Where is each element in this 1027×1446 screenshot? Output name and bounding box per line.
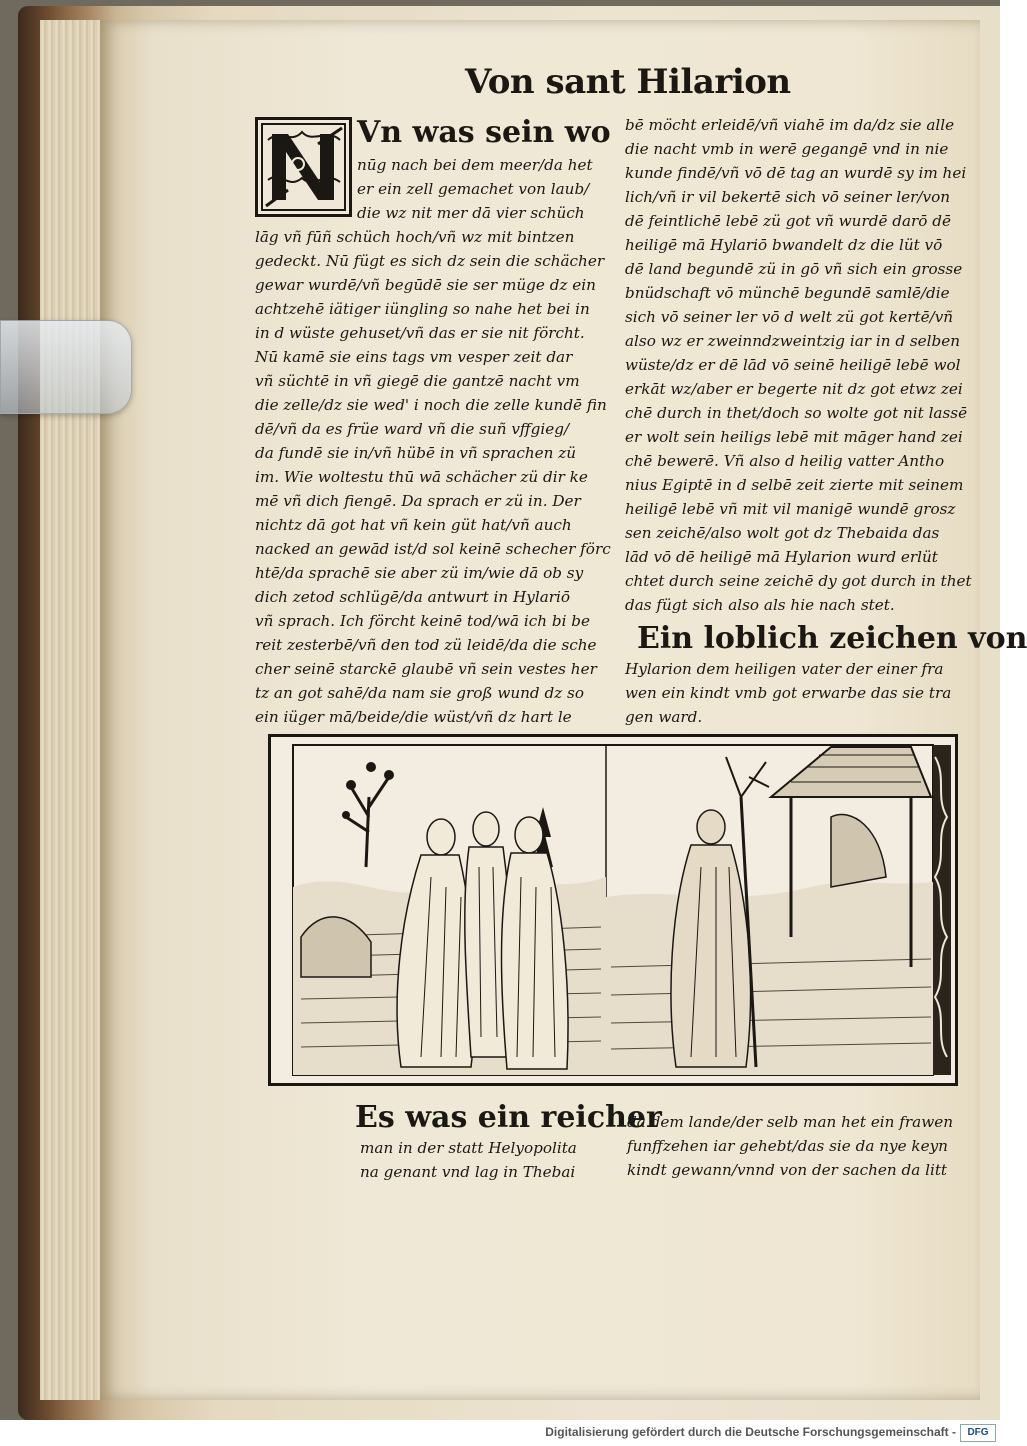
text-line: dich zetod schlügē/da antwurt in Hylariō (255, 588, 571, 606)
text-line: wüste/dz er dē lād vō seinē heiligē lebē wol (625, 356, 961, 374)
text-line: nichtz dā got hat vñ kein güt hat/vñ auch (255, 516, 572, 534)
text-line: die zelle/dz sie wed' i noch die zelle kundē fin (255, 396, 607, 414)
text-line: funffzehen iar gehebt/das sie da nye keyn (627, 1137, 948, 1155)
text-line: dē feintlichē lebē zü got vñ wurdē darō dē (625, 212, 951, 230)
text-line: das fügt sich also als hie nach stet. (625, 596, 895, 614)
text-column-bottom-left (360, 1136, 630, 1186)
text-line: vñ sprach. Ich förcht keinē tod/wā ich bi be (255, 612, 591, 630)
text-line: man in der statt Helyopolita (360, 1139, 577, 1157)
text-line: in d wüste gehuset/vñ das er sie nit förcht. (255, 324, 585, 342)
decorated-initial-icon (255, 117, 352, 217)
text-line: er wolt sein heiligs lebē mit māger hand zei (625, 428, 963, 446)
text-line: tz an got sahē/da nam sie groß wund dz so (255, 684, 584, 702)
text-column-bottom-right (627, 1110, 962, 1190)
text-line: gewar wurdē/vñ begūdē sie ser müge dz ein (255, 276, 596, 294)
text-line: die wz nit mer dā vier schüch (357, 204, 585, 222)
text-line: ein iüger mā/beide/die wüst/vñ dz hart le (255, 708, 572, 726)
text-line: achtzehē iätiger iüngling so nahe het bei in (255, 300, 590, 318)
text-line: gedeckt. Nū fügt es sich dz sein die schächer (255, 252, 605, 270)
text-line: Nū kamē sie eins tags vm vesper zeit dar (255, 348, 573, 366)
glass-weight-icon (0, 320, 132, 414)
text-line: nūg nach bei dem meer/da het (357, 156, 593, 174)
text-line: er ein zell gemachet von laub/ (357, 180, 590, 198)
text-line: kunde findē/vñ vō dē tag an wurdē sy im hei (625, 164, 967, 182)
text-line: erkāt wz/aber er begerte nit dz got etwz zei (625, 380, 963, 398)
text-line: wen ein kindt vmb got erwarbe das sie tra (625, 684, 952, 702)
footer-bar (0, 1420, 1000, 1446)
text-line: chtet durch seine zeichē dy got durch in thet (625, 572, 972, 590)
text-line: bē möcht erleidē/vñ viahē im da/dz sie alle (625, 116, 955, 134)
running-head: Von sant Hilarion (465, 62, 791, 102)
text-line: nius Egiptē in d selbē zeit zierte mit seinem (625, 476, 964, 494)
text-line: na genant vnd lag in Thebai (360, 1163, 576, 1181)
text-line: dē land begundē zü in gō vñ sich ein grosse (625, 260, 963, 278)
text-line: also wz er zweinndzweintzig iar in d selben (625, 332, 961, 350)
text-line: chē durch in thet/doch so wolte got nit lassē (625, 404, 968, 422)
text-line: heiligē lebē vñ mit vil manigē wundē grosz (625, 500, 956, 518)
text-line: lāg vñ fūñ schüch hoch/vñ wz mit bintzen (255, 228, 575, 246)
text-line: kindt gewann/vnnd von der sachen da litt (627, 1161, 948, 1179)
section-heading: Ein loblich zeichen von (637, 621, 1027, 656)
dfg-logo-icon: DFG (960, 1424, 996, 1442)
text-line: bnüdschaft vō münchē begundē samlē/die (625, 284, 950, 302)
text-line: dē/vñ da es früe ward vñ die suñ vffgieg/ (255, 420, 570, 438)
text-line: sich vō seiner ler vō d welt zü got kertē/vñ (625, 308, 954, 326)
text-column-right (625, 113, 1027, 726)
text-line: vñ süchtē in vñ giegē die gantzē nacht vm (255, 372, 580, 390)
text-line: Vn was sein wo (357, 115, 611, 150)
woodcut-illustration (268, 734, 958, 1086)
text-line: chē bewerē. Vñ also d heilig vatter Antho (625, 452, 945, 470)
text-line: reit zesterbē/vñ den tod zü leidē/da die sche (255, 636, 597, 654)
page-edges (40, 20, 101, 1400)
text-line: nacked an gewād ist/d sol keinē schecher förc (255, 540, 611, 558)
text-line: Hylarion dem heiligen vater der einer fra (625, 660, 944, 678)
text-line: da fundē sie in/vñ hübē in vñ sprachen zü (255, 444, 576, 462)
text-line: die nacht vmb in werē gegangē vnd in nie (625, 140, 949, 158)
text-line: cher seinē starckē glaubē vñ sein vestes her (255, 660, 597, 678)
text-line: htē/da sprachē sie aber zü im/wie dā ob sy (255, 564, 584, 582)
text-line: lād vō dē heiligē mā Hylarion wurd erlüt (625, 548, 938, 566)
text-line: gen ward. (625, 708, 703, 726)
text-line: da dem lande/der selb man het ein frawen (627, 1113, 953, 1131)
text-line: mē vñ dich fiengē. Da sprach er zü in. Der (255, 492, 581, 510)
text-line: im. Wie woltestu thū wā schächer zü dir ke (255, 468, 588, 486)
text-line: heiligē mā Hylariō bwandelt dz die lüt vō (625, 236, 943, 254)
section-lead-text: Es was ein reicher (355, 1100, 662, 1135)
text-line: sen zeichē/also wolt got dz Thebaida das (625, 524, 940, 542)
text-line: lich/vñ ir vil bekertē sich vō seiner ler/von (625, 188, 950, 206)
footer-credit: Digitalisierung gefördert durch die Deutsche Forschungsgemeinschaft - (545, 1425, 956, 1439)
